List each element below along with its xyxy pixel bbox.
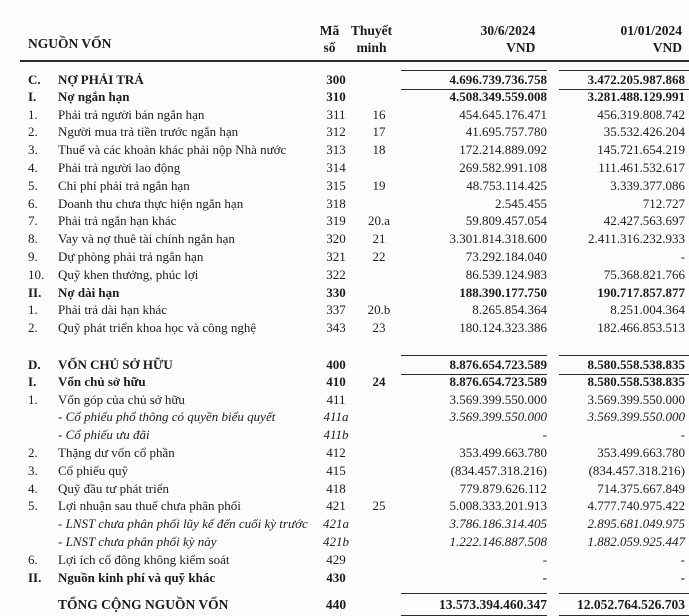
- row-label: Người mua trả tiền trước ngắn hạn: [58, 124, 239, 140]
- row-value-current: 3.569.399.550.000: [449, 409, 547, 425]
- table-row: [0, 319, 689, 337]
- row-value-current: 8.876.654.723.589: [401, 355, 547, 375]
- table-row: [0, 593, 689, 614]
- row-note: 16: [372, 106, 386, 122]
- period-current-date: 30/6/2024: [480, 23, 536, 38]
- column-header-period-prior: [547, 22, 686, 56]
- row-code: 318: [326, 195, 346, 211]
- table-row: [0, 230, 689, 248]
- row-label: Phải trả người lao động: [58, 159, 181, 175]
- table-row: [0, 515, 689, 533]
- row-value-current: 73.292.184.040: [465, 248, 547, 264]
- row-code: 319: [326, 213, 346, 229]
- row-code: 310: [326, 88, 346, 104]
- row-label: Thuế và các khoản khác phải nộp Nhà nước: [58, 142, 287, 158]
- row-index: 5.: [28, 498, 38, 514]
- table-row: [0, 569, 689, 587]
- row-value-current: -: [542, 569, 547, 585]
- row-label: Lợi ích cổ đông không kiểm soát: [58, 551, 230, 567]
- row-code: 313: [326, 142, 346, 158]
- table-header: [0, 0, 689, 62]
- row-index: D.: [28, 356, 41, 372]
- row-label: Lợi nhuận sau thuế chưa phân phối: [58, 498, 241, 514]
- row-value-prior: 75.368.821.766: [603, 266, 685, 282]
- row-code: 411b: [323, 427, 349, 443]
- row-index: 3.: [28, 462, 38, 478]
- row-value-current: 86.539.124.983: [465, 266, 547, 282]
- table-row: [0, 195, 689, 213]
- row-value-prior: 712.727: [642, 195, 685, 211]
- row-label: Quỹ phát triển khoa học và công nghệ: [58, 320, 257, 336]
- column-header-title: NGUỒN VỐN: [28, 35, 112, 51]
- row-value-prior: 2.895.681.049.975: [587, 516, 685, 532]
- table-row: [0, 426, 689, 444]
- table-row: [0, 70, 689, 88]
- row-value-current: 180.124.323.386: [459, 320, 547, 336]
- row-label: Phải trả dài hạn khác: [58, 302, 168, 318]
- row-value-prior: 1.882.059.925.447: [587, 533, 685, 549]
- column-header-note: [350, 22, 393, 56]
- row-note: 24: [372, 373, 386, 389]
- table-row: [0, 391, 689, 409]
- row-value-current: 3.301.814.318.600: [449, 231, 547, 247]
- row-label: Nguồn kinh phí và quỹ khác: [58, 569, 216, 585]
- period-prior-date: 01/01/2024: [620, 23, 683, 38]
- row-value-current: 5.008.333.201.913: [449, 498, 547, 514]
- row-value-prior: 3.339.377.086: [610, 177, 685, 193]
- table-row: [0, 444, 689, 462]
- row-value-current: 48.753.114.425: [466, 177, 547, 193]
- column-header-note-line2: minh: [356, 40, 387, 55]
- row-value-prior: 3.472.205.987.868: [559, 70, 689, 90]
- row-label: Chi phí phải trả ngắn hạn: [58, 177, 190, 193]
- row-label: Nợ dài hạn: [58, 284, 120, 300]
- row-index: 2.: [28, 124, 38, 140]
- row-value-prior: (834.457.318.216): [588, 462, 685, 478]
- row-code: 421: [326, 498, 346, 514]
- row-index: 5.: [28, 177, 38, 193]
- row-code: 320: [326, 231, 346, 247]
- row-label: - Cổ phiếu ưu đãi: [58, 427, 150, 443]
- row-value-current: 8.876.654.723.589: [449, 373, 547, 389]
- row-value-prior: 8.251.004.364: [610, 302, 685, 318]
- row-code: 429: [326, 551, 346, 567]
- row-label: - Cổ phiếu phổ thông có quyền biểu quyết: [58, 409, 276, 425]
- row-index: 10.: [28, 266, 45, 282]
- row-value-prior: 3.569.399.550.000: [587, 409, 685, 425]
- table-body: [0, 62, 689, 614]
- column-header-code: [309, 22, 350, 56]
- row-label: Dự phòng phải trả ngắn hạn: [58, 248, 204, 264]
- row-value-current: 1.222.146.887.508: [449, 533, 547, 549]
- table-row: [0, 266, 689, 284]
- row-code: 421b: [323, 533, 349, 549]
- row-index: II.: [28, 284, 42, 300]
- row-index: 6.: [28, 195, 38, 211]
- row-value-prior: 353.499.663.780: [597, 444, 685, 460]
- table-row: [0, 123, 689, 141]
- row-note: 17: [372, 124, 386, 140]
- row-value-current: 3.786.186.314.405: [449, 516, 547, 532]
- table-row: [0, 462, 689, 480]
- row-code: 411: [326, 391, 346, 407]
- table-row: [0, 248, 689, 266]
- row-code: 430: [326, 569, 346, 585]
- row-index: I.: [28, 88, 37, 104]
- row-value-current: 13.573.394.460.347: [401, 593, 547, 616]
- row-index: I.: [28, 373, 37, 389]
- row-label: Quỹ đầu tư phát triển: [58, 480, 170, 496]
- row-value-current: -: [542, 427, 547, 443]
- row-index: 2.: [28, 320, 38, 336]
- row-label: - LNST chưa phân phối kỳ này: [58, 533, 217, 549]
- row-label: Vốn chủ sở hữu: [58, 373, 146, 389]
- row-code: 410: [326, 373, 346, 389]
- row-value-prior: 35.532.426.204: [603, 124, 685, 140]
- row-value-prior: -: [680, 551, 685, 567]
- table-row: [0, 159, 689, 177]
- row-note: 21: [372, 231, 386, 247]
- row-index: 8.: [28, 231, 38, 247]
- row-code: 300: [326, 72, 346, 87]
- period-prior-unit: VND: [652, 40, 683, 55]
- table-row: [0, 212, 689, 230]
- row-label: Vay và nợ thuê tài chính ngắn hạn: [58, 231, 235, 247]
- table-row: [0, 284, 689, 302]
- row-index: II.: [28, 569, 42, 585]
- column-header-code-line1: Mã: [319, 23, 340, 38]
- row-value-current: 269.582.991.108: [459, 159, 547, 175]
- row-index: 9.: [28, 248, 38, 264]
- row-note: 20.a: [367, 213, 391, 229]
- row-value-prior: 2.411.316.232.933: [587, 231, 685, 247]
- row-value-prior: 3.281.488.129.991: [587, 88, 685, 104]
- row-code: 418: [326, 480, 346, 496]
- row-value-current: 454.645.176.471: [459, 106, 547, 122]
- column-header-code-line2: số: [323, 40, 336, 55]
- row-code: 412: [326, 444, 346, 460]
- row-value-prior: 8.580.558.538.835: [559, 355, 689, 375]
- table-row: [0, 106, 689, 124]
- row-code: 337: [326, 302, 346, 318]
- row-label: Doanh thu chưa thực hiện ngắn hạn: [58, 195, 244, 211]
- row-label: Thặng dư vốn cổ phần: [58, 444, 175, 460]
- row-code: 415: [326, 462, 346, 478]
- row-code: 343: [326, 320, 346, 336]
- row-index: 3.: [28, 142, 38, 158]
- row-label: Quỹ khen thưởng, phúc lợi: [58, 266, 199, 282]
- table-row: [0, 497, 689, 515]
- row-index: 1.: [28, 106, 38, 122]
- row-index: 4.: [28, 480, 38, 496]
- row-value-prior: -: [680, 427, 685, 443]
- row-label: Phải trả ngắn hạn khác: [58, 213, 177, 229]
- row-code: 312: [326, 124, 346, 140]
- row-note: 23: [372, 320, 386, 336]
- row-value-prior: 145.721.654.219: [597, 142, 685, 158]
- row-note: 25: [372, 498, 386, 514]
- row-value-current: -: [542, 551, 547, 567]
- row-note: 22: [372, 248, 386, 264]
- table-row: [0, 480, 689, 498]
- row-code: 330: [326, 284, 346, 300]
- row-code: 314: [326, 159, 346, 175]
- row-index: C.: [28, 72, 41, 87]
- row-label: VỐN CHỦ SỞ HỮU: [58, 356, 173, 372]
- row-value-current: 779.879.626.112: [459, 480, 547, 496]
- row-value-prior: 42.427.563.697: [603, 213, 685, 229]
- row-label: Phải trả người bán ngắn hạn: [58, 106, 205, 122]
- row-index: 1.: [28, 302, 38, 318]
- table-row: [0, 301, 689, 319]
- row-index: 4.: [28, 159, 38, 175]
- row-value-prior: 714.375.667.849: [597, 480, 685, 496]
- row-label: Cổ phiếu quỹ: [58, 462, 129, 478]
- row-value-current: 353.499.663.780: [459, 444, 547, 460]
- table-row: [0, 373, 689, 391]
- column-header-note-line1: Thuyết: [350, 23, 393, 38]
- row-value-current: 3.569.399.550.000: [449, 391, 547, 407]
- row-code: 322: [326, 266, 346, 282]
- row-value-prior: 4.777.740.975.422: [587, 498, 685, 514]
- row-note: 20.b: [367, 302, 391, 318]
- row-code: 321: [326, 248, 346, 264]
- row-label: Vốn góp của chủ sở hữu: [58, 391, 185, 407]
- row-code: 311: [326, 106, 346, 122]
- row-label: - LNST chưa phân phối lũy kế đến cuối kỳ trước: [58, 516, 308, 532]
- table-row: [0, 177, 689, 195]
- row-code: 411a: [323, 409, 349, 425]
- row-value-prior: 182.466.853.513: [597, 320, 685, 336]
- row-code: 440: [325, 597, 347, 613]
- row-value-prior: -: [680, 569, 685, 585]
- row-value-current: 4.508.349.559.008: [449, 88, 547, 104]
- row-value-current: 172.214.889.092: [459, 142, 547, 158]
- row-code: 421a: [323, 516, 349, 532]
- row-value-current: 4.696.739.736.758: [401, 70, 547, 90]
- row-value-prior: 3.569.399.550.000: [587, 391, 685, 407]
- row-label: NỢ PHẢI TRẢ: [58, 72, 144, 87]
- table-row: [0, 533, 689, 551]
- row-index: 6.: [28, 551, 38, 567]
- table-row: [0, 408, 689, 426]
- row-code: 315: [326, 177, 346, 193]
- row-value-current: 2.545.455: [495, 195, 547, 211]
- row-index: 2.: [28, 444, 38, 460]
- row-value-prior: 111.461.532.617: [598, 159, 685, 175]
- row-value-current: 59.809.457.054: [465, 213, 547, 229]
- row-value-prior: -: [680, 248, 685, 264]
- row-label: Nợ ngắn hạn: [58, 88, 130, 104]
- row-value-prior: 8.580.558.538.835: [587, 373, 685, 389]
- table-row: [0, 88, 689, 106]
- row-value-prior: 190.717.857.877: [597, 284, 685, 300]
- row-value-prior: 12.052.764.526.703: [559, 593, 689, 616]
- column-header-period-current: [393, 22, 535, 56]
- row-value-current: 41.695.757.780: [465, 124, 547, 140]
- row-note: 19: [372, 177, 386, 193]
- row-value-current: 8.265.854.364: [472, 302, 547, 318]
- row-label: TỔNG CỘNG NGUỒN VỐN: [58, 597, 229, 613]
- table-row: [0, 355, 689, 373]
- row-value-current: 188.390.177.750: [459, 284, 547, 300]
- period-current-unit: VND: [506, 40, 536, 55]
- row-code: 400: [326, 356, 346, 372]
- row-index: 1.: [28, 391, 38, 407]
- table-row: [0, 141, 689, 159]
- table-row: [0, 551, 689, 569]
- row-value-current: (834.457.318.216): [450, 462, 547, 478]
- row-note: 18: [372, 142, 386, 158]
- row-value-prior: 456.319.808.742: [597, 106, 685, 122]
- row-index: 7.: [28, 213, 38, 229]
